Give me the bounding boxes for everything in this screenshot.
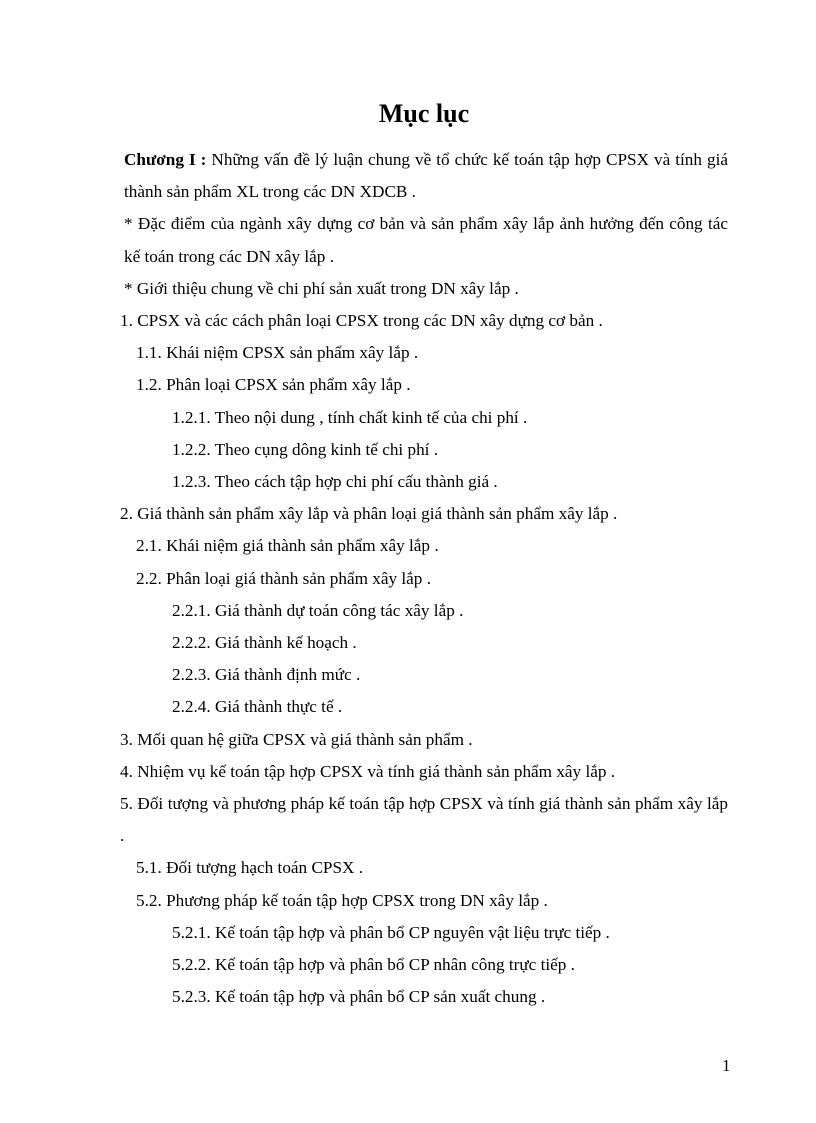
toc-subsubsection: 1.2.1. Theo nội dung , tính chất kinh tế của chi phí . <box>172 407 528 427</box>
toc-subsubsection: 5.2.3. Kế toán tập hợp và phân bổ CP sản xuất chung . <box>172 987 546 1007</box>
toc-section: 1. CPSX và các cách phân loại CPSX trong các DN xây dựng cơ bản . <box>120 311 603 331</box>
toc-subsection: 5.2. Phương pháp kế toán tập hợp CPSX trong DN xây lắp . <box>136 890 548 910</box>
toc-subsubsection: 1.2.2. Theo cụng dông kinh tế chi phí . <box>172 439 439 459</box>
toc-subsection: 5.1. Đối tượng hạch toán CPSX . <box>136 858 364 878</box>
toc-section: 4. Nhiệm vụ kế toán tập hợp CPSX và tính giá thành sản phẩm xây lắp . <box>120 761 616 781</box>
toc-subsection: 1.1. Khái niệm CPSX sản phẩm xây lắp . <box>136 343 419 363</box>
toc-subsubsection: 5.2.1. Kế toán tập hợp và phân bổ CP nguyên vật liệu trực tiếp . <box>172 922 610 942</box>
toc-subsubsection: 2.2.1. Giá thành dự toán công tác xây lắp . <box>172 600 464 620</box>
toc-intro-item: * Giới thiệu chung về chi phí sản xuất trong DN xây lắp . <box>124 278 519 298</box>
toc-section: 3. Mối quan hệ giữa CPSX và giá thành sản phẩm . <box>120 729 473 749</box>
chapter-label: Chương I : <box>124 150 207 169</box>
page-title: Mục lục <box>378 99 470 128</box>
toc-intro-item: * Đặc điểm của ngành xây dựng cơ bản và sản phẩm xây lắp ảnh hưởng đến công tác kế toán trong các DN xây lắp . <box>124 214 728 266</box>
toc-subsubsection: 2.2.3. Giá thành định mức . <box>172 665 361 685</box>
toc-subsubsection: 1.2.3. Theo cách tập hợp chi phí cấu thành giá . <box>172 472 498 492</box>
toc-section: 2. Giá thành sản phẩm xây lắp và phân loại giá thành sản phẩm xây lắp . <box>120 504 618 524</box>
chapter-title: Những vấn đề lý luận chung về tổ chức kế toán tập hợp CPSX và tính giá thành sản phẩm XL trong các DN XDCB . <box>124 150 728 202</box>
toc-subsection: 2.2. Phân loại giá thành sản phẩm xây lắp . <box>136 568 431 588</box>
toc-subsection: 2.1. Khái niệm giá thành sản phẩm xây lắp . <box>136 536 439 556</box>
toc-items <box>120 305 728 1013</box>
toc-subsubsection: 5.2.2. Kế toán tập hợp và phân bổ CP nhân công trực tiếp . <box>172 955 575 975</box>
table-of-contents <box>120 144 728 1013</box>
toc-section: 5. Đối tượng và phương pháp kế toán tập hợp CPSX và tính giá thành sản phẩm xây lắp . <box>120 794 728 846</box>
toc-subsection: 1.2. Phân loại CPSX sản phẩm xây lắp . <box>136 375 411 395</box>
toc-chapter-heading <box>124 144 728 208</box>
page-number: 1 <box>722 1056 731 1075</box>
toc-subsubsection: 2.2.2. Giá thành kế hoạch . <box>172 633 357 653</box>
toc-subsubsection: 2.2.4. Giá thành thực tế . <box>172 697 343 717</box>
